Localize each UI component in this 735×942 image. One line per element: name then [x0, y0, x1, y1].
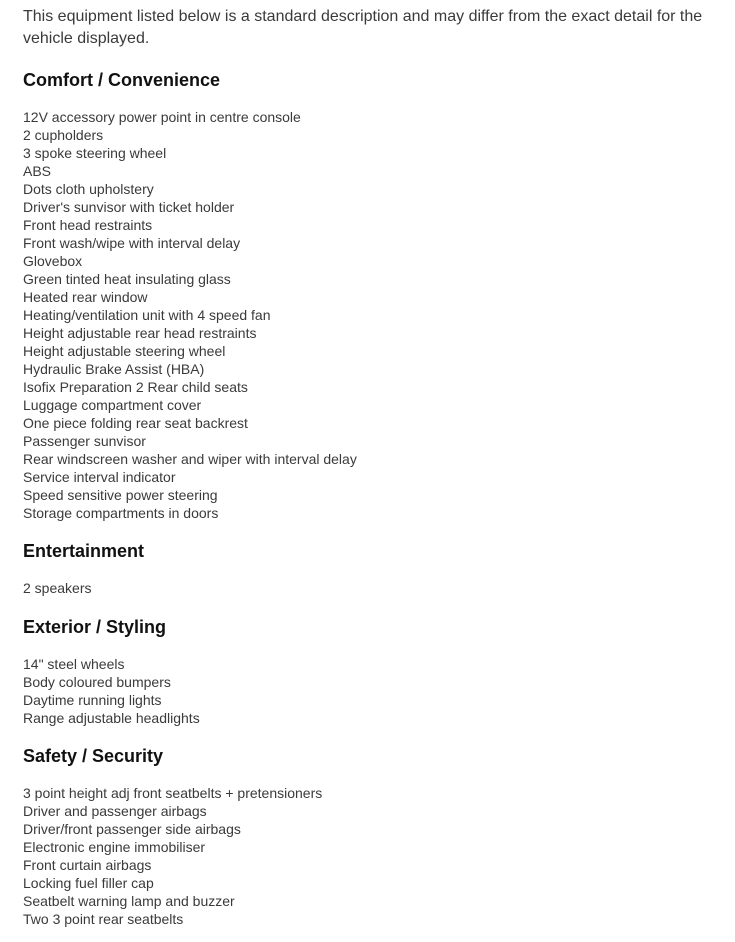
list-item: Luggage compartment cover [23, 397, 202, 413]
list-item: 3 spoke steering wheel [23, 145, 167, 161]
list-item: Service interval indicator [23, 469, 176, 485]
list-item: Range adjustable headlights [23, 710, 200, 726]
list-item: Front wash/wipe with interval delay [23, 235, 241, 251]
list-item: Dots cloth upholstery [23, 181, 154, 197]
section-title: Safety / Security [23, 746, 164, 766]
equipment-list [23, 579, 713, 597]
list-item: Height adjustable rear head restraints [23, 325, 257, 341]
list-item: Green tinted heat insulating glass [23, 271, 231, 287]
list-item: Storage compartments in doors [23, 505, 219, 521]
list-item: Daytime running lights [23, 692, 162, 708]
list-item: 3 point height adj front seatbelts + pretensioners [23, 785, 323, 801]
list-item: One piece folding rear seat backrest [23, 415, 248, 431]
section-title: Entertainment [23, 541, 145, 561]
list-item: Isofix Preparation 2 Rear child seats [23, 379, 248, 395]
list-item: Driver's sunvisor with ticket holder [23, 199, 235, 215]
section-title: Comfort / Convenience [23, 70, 221, 90]
section-entertainment [23, 540, 713, 597]
list-item: Heating/ventilation unit with 4 speed fan [23, 307, 271, 323]
list-item: Seatbelt warning lamp and buzzer [23, 893, 235, 909]
intro-text: This equipment listed below is a standard description and may differ from the exact detail for the vehicle displayed. [23, 8, 703, 47]
list-item: Passenger sunvisor [23, 433, 146, 449]
list-item: Electronic engine immobiliser [23, 839, 206, 855]
section-safety-security [23, 745, 713, 928]
list-item: Front head restraints [23, 217, 153, 233]
list-item: Rear windscreen washer and wiper with interval delay [23, 451, 357, 467]
list-item: Driver and passenger airbags [23, 803, 207, 819]
list-item: ABS [23, 163, 52, 179]
equipment-list [23, 655, 713, 727]
list-item: Driver/front passenger side airbags [23, 821, 241, 837]
list-item: Heated rear window [23, 289, 148, 305]
section-comfort-convenience [23, 69, 713, 522]
equipment-list [23, 784, 713, 928]
list-item: Body coloured bumpers [23, 674, 171, 690]
list-item: 2 cupholders [23, 127, 104, 143]
list-item: Hydraulic Brake Assist (HBA) [23, 361, 205, 377]
list-item: 12V accessory power point in centre console [23, 109, 301, 125]
list-item: Height adjustable steering wheel [23, 343, 226, 359]
list-item: Glovebox [23, 253, 83, 269]
section-exterior-styling [23, 616, 713, 727]
list-item: 2 speakers [23, 580, 92, 596]
equipment-list [23, 108, 713, 522]
list-item: Two 3 point rear seatbelts [23, 911, 184, 927]
list-item: Front curtain airbags [23, 857, 152, 873]
section-title: Exterior / Styling [23, 617, 167, 637]
list-item: 14" steel wheels [23, 656, 125, 672]
list-item: Speed sensitive power steering [23, 487, 218, 503]
list-item: Locking fuel filler cap [23, 875, 154, 891]
